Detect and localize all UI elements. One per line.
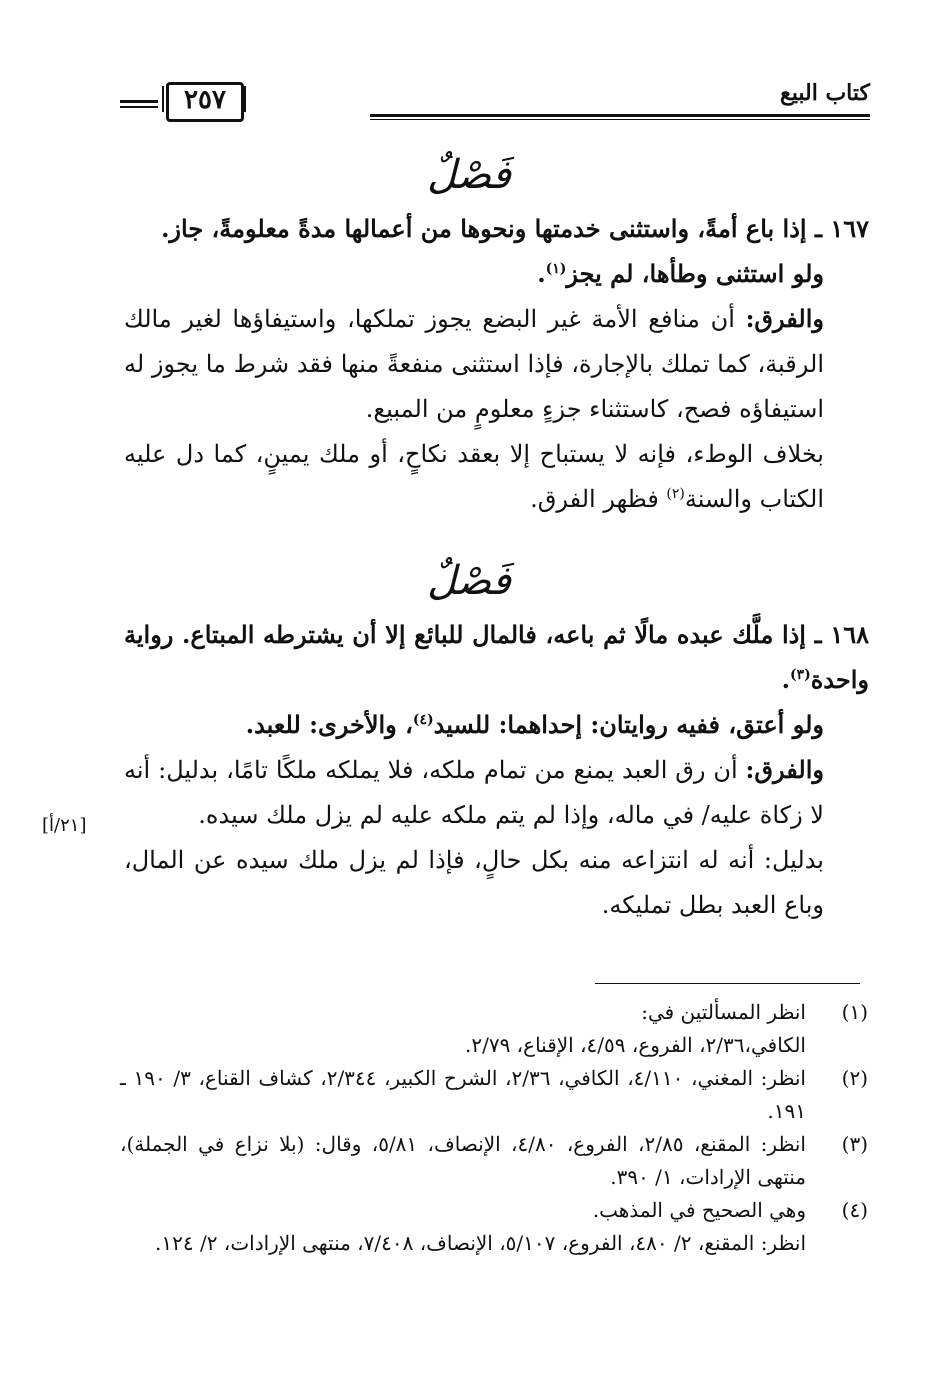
manuscript-folio-ref: [٢١/أ] <box>42 815 87 836</box>
footnote-separator <box>595 983 860 984</box>
footnote-mark: (٤) <box>841 1198 868 1222</box>
header-rule-left-thin <box>120 106 158 108</box>
paragraph-number: ١٦٨ ـ <box>814 620 869 649</box>
footnote: (٣) انظر: المقنع، ٢/٨٥، الفروع، ٤/٨٠، الإنصاف، ٥/٨١، وقال: (بلا نزاع في الجملة)، منتهى الإرادات، ١/ ٣٩٠. <box>120 1128 868 1194</box>
difference-label: والفرق: <box>745 304 824 333</box>
footnote-ref: (٢) <box>666 486 685 502</box>
rule-168: ١٦٨ ـ إذا ملَّك عبده مالًا ثم باعه، فالمال للبائع إلا أن يشترطه المبتاع. رواية واحدة$^{(٣)}$. <box>124 620 869 694</box>
section-heading: فَصْلٌ <box>426 558 512 604</box>
rule-167-second: ولو استثنى وطأها، لم يجز$^{(١)}$. <box>537 259 824 288</box>
section-168 <box>124 612 869 928</box>
footnote: (١) انظر المسألتين في: الكافي،٢/٣٦، الفروع، ٤/٥٩، الإقناع، ٢/٧٩. <box>120 996 868 1062</box>
difference-paragraph: والفرق: أن رق العبد يمنع من تمام ملكه، فلا يملكه ملكًا تامًا، بدليل: أنه لا زكاة عليه/ في ماله، وإذا لم يتم ملكه عليه لم يزل ملك سيده. <box>124 755 824 829</box>
rule-168-second: ولو أعتق، ففيه روايتان: إحداهما: للسيد$^{(٤)}$، والأخرى: للعبد. <box>245 710 824 739</box>
header-rule-left <box>120 100 158 103</box>
page-number-frame <box>162 80 244 122</box>
footnote-mark: (٢) <box>841 1066 868 1090</box>
section-heading: فَصْلٌ <box>426 152 512 198</box>
footnote: (٢) انظر: المغني، ٤/١١٠، الكافي، ٢/٣٦، الشرح الكبير، ٢/٣٤٤، كشاف القناع، ٣/ ١٩٠ ـ ١٩١. <box>120 1062 868 1128</box>
footnote-ref: (٤) <box>412 712 434 728</box>
difference-paragraph: والفرق: أن منافع الأمة غير البضع يجوز تملكها، واستيفاؤها لغير مالك الرقبة، كما تملك بالإجارة، فإذا استثنى منفعةً منها فقد شرط ما يجوز له استيفاؤه فصح، كاستثناء جزءٍ معلومٍ من المبيع. <box>124 304 824 423</box>
header-rule-thin <box>370 119 870 120</box>
section-167 <box>124 206 869 522</box>
explanation-paragraph: بدليل: أنه له انتزاعه منه بكل حالٍ، فإذا لم يزل ملك سيده عن المال، وباع العبد بطل تمليكه. <box>124 846 824 919</box>
footnote: (٤) وهي الصحيح في المذهب. انظر: المقنع، ٢/ ٤٨٠، الفروع، ٥/١٠٧، الإنصاف، ٧/٤٠٨، منتهى الإرادات، ٢/ ١٢٤. <box>120 1194 868 1260</box>
difference-label: والفرق: <box>745 755 824 784</box>
paragraph-number: ١٦٧ ـ <box>814 214 869 243</box>
rule-167: ١٦٧ ـ إذا باع أمةً، واستثنى خدمتها ونحوها من أعمالها مدةً معلومةً، جاز. <box>161 214 869 243</box>
header-rule <box>370 114 870 117</box>
page-header <box>120 72 870 122</box>
footnote-mark: (١) <box>841 1000 868 1024</box>
running-title: كتاب البيع <box>780 80 870 106</box>
page-number: ٢٥٧ <box>184 85 226 115</box>
footnote-mark: (٣) <box>841 1132 868 1156</box>
footnotes <box>120 996 868 1260</box>
footnote-ref: (١) <box>545 261 567 277</box>
explanation-paragraph: بخلاف الوطء، فإنه لا يستباح إلا بعقد نكاحٍ، أو ملك يمينٍ، كما دل عليه الكتاب والسنة$^{(٢)}$ فظهر الفرق. <box>124 440 824 513</box>
footnote-ref: (٣) <box>789 667 811 683</box>
